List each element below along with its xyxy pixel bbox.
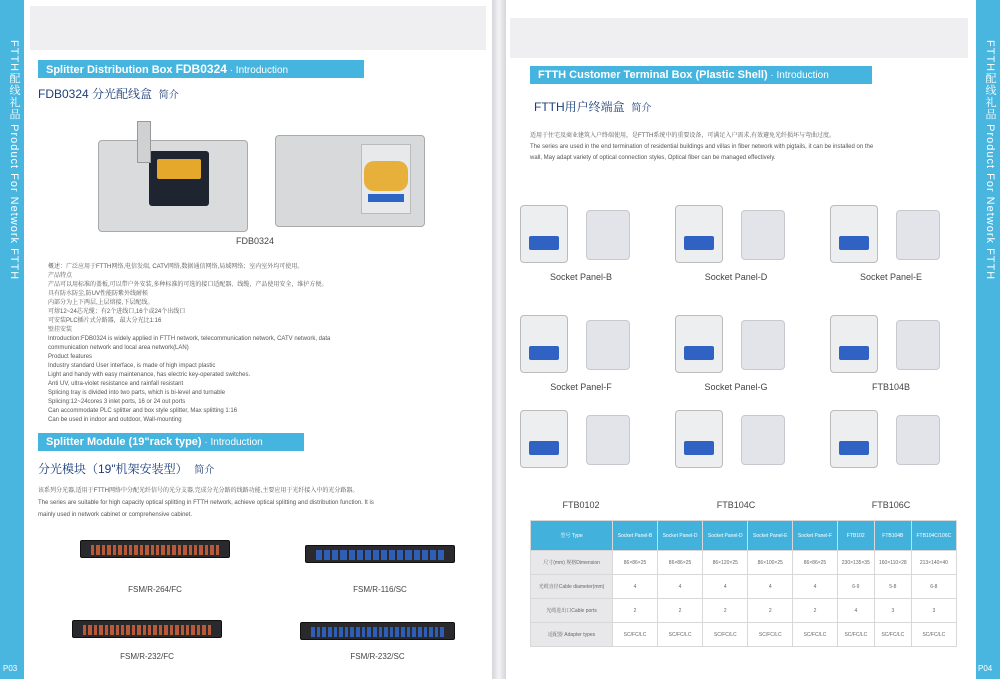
right-sidebar [976,0,1000,679]
spec-header-cell: FTB102 [837,521,874,551]
rack-port [94,625,97,635]
spec-cell: 2 [748,599,793,623]
rack-port [356,627,360,637]
rack-port [317,627,321,637]
rack-port [384,627,388,637]
rack-port [164,625,167,635]
rack-port [379,627,383,637]
spec-cell: 2 [703,599,748,623]
rack-port [148,625,151,635]
text-line: Splicing tray is divided into two parts, which is bi-level and turnable [48,390,226,396]
rack-port [422,550,428,560]
spec-cell: 2 [657,599,702,623]
text-line: 壁挂安装 [48,327,73,333]
rack-port [186,625,189,635]
spec-header-cell: FTB104C/106C [911,521,956,551]
terminal-box-caption: FTB104C [716,500,756,510]
caption-fsm-r-116-sc: FSM/R-116/SC [353,585,407,594]
rack-port [405,550,411,560]
rack-port [151,545,154,555]
rack-port [170,625,173,635]
spec-cell: 2 [613,599,658,623]
fdb0324-open-image [98,140,248,232]
spec-cell: 86×86×25 [657,551,702,575]
text-line: 可安装PLC插片式分路器，最大分光比1:16 [48,318,162,324]
adapter-block [529,441,559,455]
cn-title-terminal-box [534,98,651,115]
text-line: Can be used in indoor and outdoor, Wall-mounting [48,417,182,423]
spec-cell: 6-9 [837,575,874,599]
rack-port [83,625,86,635]
spec-cell: 5-8 [874,575,911,599]
terminal-box-cover-image [586,415,630,465]
spec-cell: 4 [703,575,748,599]
rack-port [199,545,202,555]
text-line: Industry standard User interface, is made of high impact plastic [48,363,216,369]
rack-port [345,627,349,637]
right-page-number: P04 [978,664,993,673]
spec-cell: 4 [748,575,793,599]
rack-port [429,627,433,637]
terminal-box-cover-image [896,320,940,370]
terminal-box-cover-image [741,210,785,260]
section2-intro-text: · Introduction [201,437,263,448]
spec-table-body [531,551,957,647]
rack-port [194,545,197,555]
adapter-block [684,236,714,250]
rack-fsm-r-116-sc [305,545,455,563]
rack-port [191,625,194,635]
spec-header-cell: FTB104B [874,521,911,551]
text-line: wall, May adapt variety of optical connection styles, Optical fiber can be managed effectively. [530,155,776,161]
rack-port [395,627,399,637]
rack-port [311,627,315,637]
spec-cell: SC/FC/LC [837,623,874,647]
text-line: communication network and local area network(LAN) [48,345,189,351]
spec-cell: SC/FC/LC [613,623,658,647]
cn-title-splitter-module [38,460,214,477]
text-line: 内部分为上下两层,上层熔接,下层配线。 [48,300,154,306]
rack-fsm-r-232-sc [300,622,455,640]
adapter-block [684,346,714,360]
spec-cell: 160×110×28 [874,551,911,575]
rack-port [189,545,192,555]
text-line: 该系列分光器,适用于FTTH网络中分配光纤信号的光分支器,完成分光分路的线路功能,主要应用于光纤接入中的光分路器。 [38,488,359,494]
left-page [0,0,492,679]
rack-port [328,627,332,637]
rack-port [390,627,394,637]
terminal-box-open-image [675,315,723,373]
terminal-box-caption: Socket Panel-G [704,382,768,392]
rack-port [175,625,178,635]
rack-port [389,550,395,560]
terminal-box-open-image [520,410,568,468]
cn-suffix-text: 简介 [158,90,179,101]
terminal-box-open-image [675,205,723,263]
rack-port [357,550,363,560]
text-line: Can accommodate PLC splitter and box style splitter, Max splitting 1:16 [48,408,238,414]
spec-cell: 86×120×25 [703,551,748,575]
rack-port [113,545,116,555]
spec-cell: SC/FC/LC [911,623,956,647]
terminal-box-cover-image [741,320,785,370]
rack-port [365,550,371,560]
rack-port [183,545,186,555]
section-intro-text: · Introduction [226,65,289,76]
spec-cell: 3 [874,599,911,623]
terminal-box-open-image [675,410,723,468]
rack-port [178,545,181,555]
cn2-suffix-text: 简介 [194,465,215,476]
spec-row [531,623,957,647]
spec-cell: 3 [911,599,956,623]
left-header-band [30,6,486,50]
spec-cell: 4 [657,575,702,599]
spec-header-cell: Socket Panel-E [748,521,793,551]
rack-port [197,625,200,635]
rack-port [132,625,135,635]
spec-cell: 6-8 [911,575,956,599]
rack-port [334,627,338,637]
page-gutter [492,0,506,679]
text-line: 可熔12~24芯光缆；有2个进线口,16个或24个出线口 [48,309,186,315]
rack-port [124,545,127,555]
terminal-box-open-image [520,205,568,263]
terminal-cn-title-text: FTTH用户终端盒 [534,100,625,114]
text-line: 概述：广泛应用于FTTH网络,电信发端, CATV网络,数据通信网络,局域网络；室内室外均可使用。 [48,264,304,270]
rack-port [140,545,143,555]
terminal-box-caption: Socket Panel-B [549,272,613,282]
terminal-box-caption: Socket Panel-F [550,382,612,392]
spec-cell: 光缆进出口Cable ports [531,599,613,623]
rack-port [202,625,205,635]
rack-port [105,625,108,635]
terminal-box-cover-image [586,210,630,260]
terminal-box-caption: Socket Panel-E [859,272,923,282]
rack-port [401,627,405,637]
rack-port [145,545,148,555]
right-page [506,0,1000,679]
fdb0324-caption: FDB0324 [235,236,275,246]
rack-port [340,550,346,560]
rack-port [362,627,366,637]
text-line: Product features [48,354,93,360]
rack-port [118,545,121,555]
text-line: The series are suitable for high capacity optical splitting in FTTH network, achieve optical splitting and distribution function. It is [38,500,374,506]
adapter-block [839,441,869,455]
spec-cell: 86×86×25 [613,551,658,575]
text-line: mainly used in network cabinet or comprehensive cabinet. [38,512,193,518]
rack-fsm-r-264-fc [80,540,230,558]
terminal-box-open-image [830,205,878,263]
adapter-block [529,346,559,360]
rack-port [161,545,164,555]
rack-port [397,550,403,560]
left-sidebar-text: FTTH配线礼品 Product For Network FTTH [8,40,20,281]
adapter-block [839,236,869,250]
terminal-cn-suffix-text: 简介 [631,103,652,114]
rack-port [172,545,175,555]
rack-port [438,550,444,560]
terminal-title-text: FTTH Customer Terminal Box (Plastic Shell) [538,69,768,81]
spec-cell: SC/FC/LC [874,623,911,647]
terminal-box-open-image [520,315,568,373]
spec-cell: 2 [793,599,838,623]
spec-table-header [531,521,957,551]
section-model-text: FDB0324 [175,62,227,76]
rack-port [430,550,436,560]
spec-cell: 213×140×40 [911,551,956,575]
text-line: 适用于住宅及商业建筑入户终端使用，是FTTH系统中的重要设备，可满足入户需求,有效避免光纤损坏与弯曲过度。 [530,133,835,139]
rack-port [435,627,439,637]
rack-port [373,550,379,560]
rack-port [153,625,156,635]
rack-port [110,625,113,635]
spec-cell: 4 [793,575,838,599]
caption-fsm-r-264-fc: FSM/R-264/FC [128,585,182,594]
rack-port [107,545,110,555]
rack-port [322,627,326,637]
spec-header-cell: 型号 Type [531,521,613,551]
rack-port [216,545,219,555]
rack-port [332,550,338,560]
spec-cell: 230×135×35 [837,551,874,575]
spec-header-cell: Socket Panel-F [793,521,838,551]
text-line: 产品特点 [48,273,73,279]
adapter-block [839,346,869,360]
rack-port [126,625,129,635]
rack-port [316,550,322,560]
section-title-text: Splitter Distribution Box [46,64,176,76]
spec-header-cell: Socket Panel-B [613,521,658,551]
rack-port [129,545,132,555]
terminal-box-cover-image [896,415,940,465]
spec-row [531,551,957,575]
spec-cell: SC/FC/LC [657,623,702,647]
terminal-box-caption: Socket Panel-D [704,272,768,282]
section-title-splitter-box [38,60,364,78]
section-title-splitter-module [38,433,304,451]
spec-cell: SC/FC/LC [703,623,748,647]
spec-cell: SC/FC/LC [793,623,838,647]
rack-port [181,625,184,635]
spec-cell: 86×100×25 [748,551,793,575]
terminal-intro-text: · Introduction [767,70,829,81]
rack-port [205,545,208,555]
rack-port [88,625,91,635]
rack-port [339,627,343,637]
rack-port [349,550,355,560]
rack-port [367,627,371,637]
terminal-box-cover-image [741,415,785,465]
text-line: Splicing:12~24cores 3 inlet ports, 16 or 24 out ports [48,399,186,405]
caption-fsm-r-232-fc: FSM/R-232/FC [120,652,174,661]
cn-title-splitter-box [38,85,179,102]
spec-row [531,599,957,623]
text-line: 具有防水防尘,防UV性能防紫外线耐候 [48,291,149,297]
rack-port [159,625,162,635]
spec-header-cell: Socket Panel-D [657,521,702,551]
rack-port [418,627,422,637]
caption-fsm-r-232-sc: FSM/R-232/SC [350,652,405,661]
rack-port [440,627,444,637]
terminal-box-open-image [830,410,878,468]
fdb0324-closed-image [275,135,425,227]
rack-port [99,625,102,635]
left-sidebar [0,0,24,679]
text-line: Light and handy with easy maintenance, has electric key-operated switches. [48,372,251,378]
rack-port [381,550,387,560]
cn2-title-text: 分光模块（19"机架安装型） [38,462,188,476]
rack-port [156,545,159,555]
rack-port [407,627,411,637]
rack-port [208,625,211,635]
terminal-box-open-image [830,315,878,373]
terminal-box-cover-image [896,210,940,260]
spec-cell: 光缆直径Cable diameter(mm) [531,575,613,599]
rack-port [134,545,137,555]
terminal-box-caption: FTB104B [871,382,911,392]
spec-cell: 4 [837,599,874,623]
rack-port [121,625,124,635]
rack-port [143,625,146,635]
rack-port [116,625,119,635]
text-line: Anti UV, ultra-violet resistance and rainfall resistant [48,381,184,387]
rack-port [91,545,94,555]
spec-table [530,520,957,647]
spec-cell: 4 [613,575,658,599]
right-header-band [510,18,968,58]
section-title-terminal-box [530,66,872,84]
spec-header-cell: Socket Panel-D [703,521,748,551]
adapter-block [529,236,559,250]
rack-port [137,625,140,635]
rack-port [350,627,354,637]
terminal-box-cover-image [586,320,630,370]
spec-cell: 适配器 Adapter types [531,623,613,647]
rack-port [373,627,377,637]
spec-cell: 尺寸(mm) 规格Dimension [531,551,613,575]
spec-row [531,575,957,599]
adapter-block [684,441,714,455]
rack-port [210,545,213,555]
rack-port [96,545,99,555]
spec-cell: 86×86×25 [793,551,838,575]
rack-port [102,545,105,555]
terminal-box-caption: FTB0102 [562,500,600,510]
left-page-number: P03 [3,664,18,673]
rack-port [167,545,170,555]
section2-title-text: Splitter Module (19"rack type) [46,436,202,448]
spec-cell: SC/FC/LC [748,623,793,647]
text-line: Introduction:FDB0324 is widely applied in FTTH network, telecommunication network, CATV network, data [48,336,331,342]
rack-fsm-r-232-fc [72,620,222,638]
rack-port [424,627,428,637]
right-sidebar-text: FTTH配线礼品 Product For Network FTTH [984,40,996,281]
rack-port [412,627,416,637]
text-line: The series are used in the end termination of residential buildings and villas in fiber network with pigtails, it can be installed on the [530,144,874,150]
cn-title-text: FDB0324 分光配线盒 [38,87,153,101]
rack-port [324,550,330,560]
text-line: 产品可以用标准的盖板,可以带户外安装,多种标准的可选的接口适配器、线缆，产品使用安全，维护方便。 [48,282,328,288]
terminal-box-caption: FTB106C [871,500,911,510]
rack-port [414,550,420,560]
